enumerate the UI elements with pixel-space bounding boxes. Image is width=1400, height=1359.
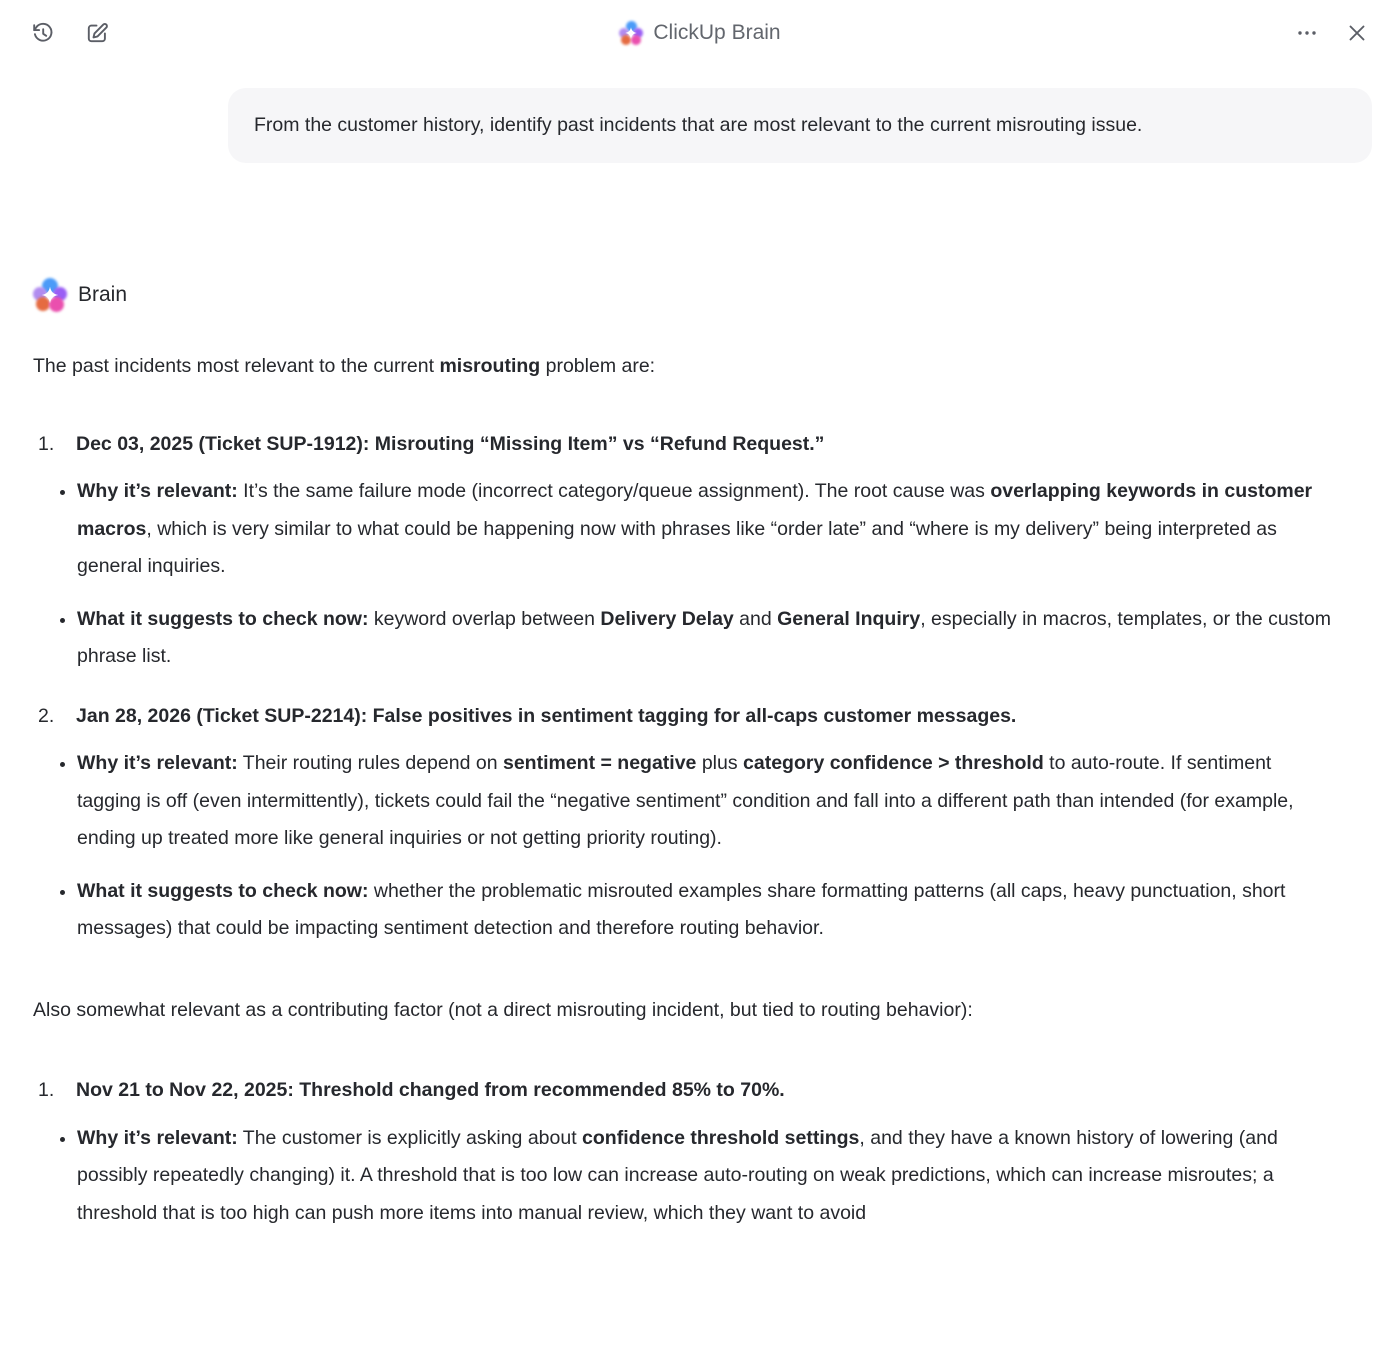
list-number: 2. xyxy=(38,704,55,727)
list-item xyxy=(33,1072,1338,1232)
close-icon[interactable] xyxy=(1344,20,1370,46)
incident-title: Nov 21 to Nov 22, 2025: Threshold changed from recommended 85% to 70%. xyxy=(76,1079,785,1101)
list-item xyxy=(33,698,1338,948)
assistant-name: Brain xyxy=(78,283,128,306)
header-left-actions xyxy=(30,20,110,46)
bullet-text: What it suggests to check now: whether the problematic misrouted examples share formatting patterns (all caps, heavy punctuation, short messages) that could be impacting sentiment detection and therefore routing behavior. xyxy=(77,879,1286,939)
contributing-note: Also somewhat relevant as a contributing factor (not a direct misrouting incident, but tied to routing behavior): xyxy=(33,998,973,1021)
bullet-item xyxy=(33,745,1338,858)
incidents-list xyxy=(33,426,1338,948)
history-icon[interactable] xyxy=(30,20,56,46)
incident-title: Jan 28, 2026 (Ticket SUP-2214): False positives in sentiment tagging for all-caps customer messages. xyxy=(76,704,1017,727)
bullet-dot-icon xyxy=(60,762,65,767)
user-message-text: From the customer history, identify past incidents that are most relevant to the current misrouting issue. xyxy=(254,114,1143,136)
compose-icon[interactable] xyxy=(84,20,110,46)
bullet-dot-icon xyxy=(60,490,65,495)
header-right-actions xyxy=(1294,20,1370,46)
incident-title: Dec 03, 2025 (Ticket SUP-1912): Misrouting “Missing Item” vs “Refund Request.” xyxy=(76,432,825,455)
bullet-item xyxy=(33,1120,1338,1233)
user-message-bubble xyxy=(228,88,1372,163)
list-item xyxy=(33,426,1338,676)
bullet-text: What it suggests to check now: keyword overlap between Delivery Delay and General Inquiry, especially in macros, templates, or the custom phrase list. xyxy=(77,607,1331,667)
list-number: 1. xyxy=(38,432,55,455)
list-number: 1. xyxy=(38,1079,55,1101)
page-title: ClickUp Brain xyxy=(653,21,781,44)
window-title xyxy=(0,0,1400,66)
intro-paragraph: The past incidents most relevant to the current misrouting problem are: xyxy=(33,355,656,377)
header xyxy=(0,0,1400,66)
more-icon[interactable] xyxy=(1294,20,1320,46)
sparkle-icon xyxy=(624,26,638,40)
bullet-text: Why it’s relevant: The customer is explicitly asking about confidence threshold settings, and they have a known history of lowering (and possibly repeatedly changing) it. A threshold that is too low can increase auto-routing on weak predictions, which can increase misroutes; a threshold that is too high can push more items into manual review, which they want to avoid xyxy=(77,1126,1278,1224)
bottom-fade-overlay xyxy=(0,1311,1400,1359)
brain-logo-icon xyxy=(33,278,67,312)
bullet-item xyxy=(33,473,1338,586)
bullet-item xyxy=(33,873,1338,948)
clickup-brain-logo-icon xyxy=(619,21,643,45)
bullet-dot-icon xyxy=(60,1137,65,1142)
sparkle-icon xyxy=(40,285,60,305)
bullet-text: Why it’s relevant: It’s the same failure mode (incorrect category/queue assignment). The root cause was overlapping keywords in customer macros, which is very similar to what could be happening now with phrases like “order late” and “where is my delivery” being interpreted as general inquiries. xyxy=(77,480,1313,577)
contributing-list xyxy=(33,1072,1338,1232)
assistant-header xyxy=(33,278,1400,312)
bullet-text: Why it’s relevant: Their routing rules depend on sentiment = negative plus category confidence > threshold to auto-route. If sentiment tagging is off (even intermittently), tickets could fail the “negative sentiment” condition and fall into a different path than intended (for example, ending up treated more like general inquiries or not getting priority routing). xyxy=(77,752,1294,849)
bullet-dot-icon xyxy=(60,618,65,623)
bullet-item xyxy=(33,601,1338,676)
bullet-dot-icon xyxy=(60,890,65,895)
